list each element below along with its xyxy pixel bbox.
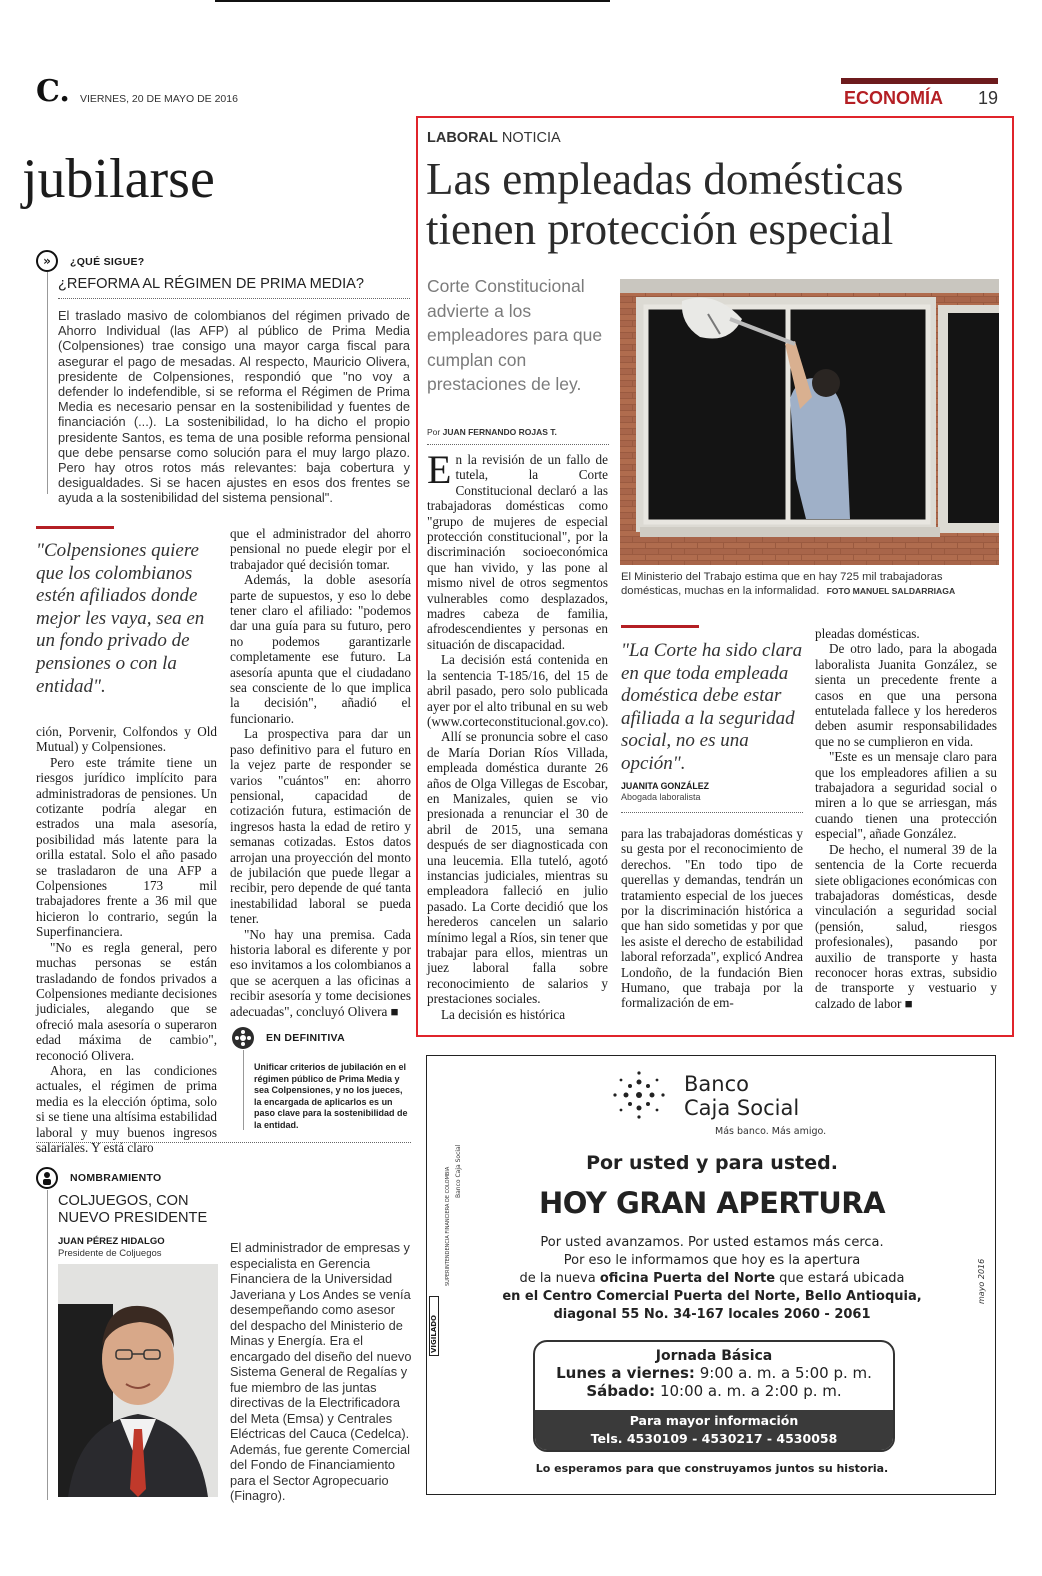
article-quote-rule bbox=[621, 625, 699, 628]
paragraph: para las trabajadoras domésticas y su gesta por el reconocimiento de derechos. "En todo tipo de querellas y demandas, tendrán un tratamiento especial de los jueces por la discriminación histórica a que han sido sometidas y por que les asiste el derecho de estabilidad laboral reforzada", explicó Andrea Londoño, de la fundación Bien Humano, que trabaja por la formalización de em- bbox=[621, 826, 803, 1011]
header-date: VIERNES, 20 DE MAYO DE 2016 bbox=[80, 93, 238, 105]
hours-weekdays bbox=[535, 1364, 893, 1382]
side-date: mayo 2016 bbox=[977, 1258, 986, 1304]
jornada-label: Jornada Básica bbox=[655, 1348, 773, 1364]
caption-text: El Ministerio del Trabajo estima que en hay 725 mil trabajadoras domésticas, muchas en la informalidad. bbox=[621, 571, 943, 597]
que-sigue-text: El traslado masivo de colombianos del régimen privado de Ahorro Individual (las AFP) al público de Prima Media (Colpensiones) trae consigo una mayor carga fiscal para asegurar el pago de mesadas. Al respecto, Mauricio Olivera, presidente de Colpensiones, respondió que "no voy a defender lo indefendible, si se reforma el Régimen de Prima Media es necesario pensar en la sostenibilidad y fuentes de financiación (...). La sostenibilidad, lo ha dicho el propio presidente Santos, es tema de una posible reforma pensional que debe pensarse como solución para el muy largo plazo. Pero hay otros rotos más relevantes: baja cobertura y desigualdades. Si se hacen ajustes en esos dos frentes se ayuda a la sostenibilidad del sistema pensional". bbox=[58, 308, 410, 506]
left-column-2 bbox=[230, 526, 411, 1019]
article-pull-quote: "La Corte ha sido clara en que toda empleada doméstica debe estar afiliada a la seguridad social, no es una opción". bbox=[621, 640, 803, 774]
en-definitiva-icon bbox=[232, 1027, 254, 1049]
article-byline bbox=[427, 427, 557, 437]
article-column-2 bbox=[621, 826, 803, 1011]
que-sigue-title: ¿REFORMA AL RÉGIMEN DE PRIMA MEDIA? bbox=[58, 276, 364, 292]
bank-name-2: Caja Social bbox=[684, 1096, 800, 1120]
paragraph: De otro lado, para la abogada laboralista Juanita González, se sienta un precedente frente a casos en que una persona entutelada fallece y los herederos deben asumir responsabilidades que no se cumplieron en vida. bbox=[815, 641, 997, 749]
article-title: Las empleadas domésticas tienen protección especial bbox=[426, 154, 904, 254]
page-number: 19 bbox=[978, 88, 999, 108]
que-sigue-left-rule bbox=[47, 272, 48, 494]
ad-line-3-pre: de la nueva bbox=[519, 1271, 596, 1286]
ad-closing: Lo esperamos para que construyamos juntos su historia. bbox=[535, 1462, 889, 1475]
paragraph: La decisión es histórica bbox=[441, 1006, 566, 1022]
ad-line-4: en el Centro Comercial Puerta del Norte, Bello Antioquia, bbox=[502, 1289, 922, 1304]
paragraph: "Este es un mensaje claro para que los empleadores afilien a su trabajadora a seguridad social o miren a lo que se arriesgan, más cuando tienen una protección especial", añade González. bbox=[815, 749, 997, 842]
info-band bbox=[535, 1410, 893, 1450]
article-subtitle: Corte Constitucional advierte a los empleadores para que cumplan con prestaciones de ley. bbox=[427, 276, 603, 394]
info-phones: Tels. 4530109 - 4530217 - 4530058 bbox=[590, 1431, 838, 1446]
left-column-1 bbox=[36, 724, 217, 1155]
hours-weekdays-value: 9:00 a. m. a 5:00 p. m. bbox=[699, 1364, 872, 1382]
article-kicker bbox=[427, 130, 561, 146]
person-role: Presidente de Coljuegos bbox=[58, 1248, 162, 1259]
byline-name: JUAN FERNANDO ROJAS T. bbox=[442, 427, 557, 437]
left-headline: jubilarse bbox=[22, 148, 215, 210]
article-column-3 bbox=[815, 626, 997, 1011]
paragraph: "No es regla general, pero muchas personas se están trasladando de fondos privados a Colpensiones mediante decisiones judiciales, alegando que se ofreció mala asesoría o superaron edad máxima de cambio", reconoció Olivera. bbox=[36, 939, 217, 1063]
kicker-bold: LABORAL bbox=[427, 130, 498, 146]
dropcap: E bbox=[427, 447, 452, 492]
nombramiento-icon bbox=[36, 1167, 58, 1189]
ad-body bbox=[427, 1234, 997, 1324]
paragraph: Pero este trámite tiene un riesgos jurídico implícito para administradoras de pensiones. Un cotizante podría alegar en estrados una mala asesoría, posibilidad más latente para la orilla estatal. Solo el año pasado se trasladaron de una AFP a Colpensiones 173 mil trabajadores frente a 36 mil que hicieron lo contrario, según la Superfinanciera. bbox=[36, 754, 217, 940]
header bbox=[36, 76, 998, 110]
en-definitiva-rule bbox=[243, 1050, 244, 1130]
ad-line-3 bbox=[427, 1270, 997, 1288]
ad-headline: HOY GRAN APERTURA bbox=[538, 1186, 886, 1220]
quote-rule-bottom bbox=[621, 812, 803, 813]
divider bbox=[36, 1142, 411, 1143]
paragraph: Ahora, en las condiciones actuales, el régimen de prima media es la elección óptima, solo si se tiene una altísima estabilidad laboral y muy buenos ingresos salariales. Y está claro bbox=[36, 1062, 217, 1155]
header-rule bbox=[841, 78, 998, 84]
side-super: SUPERINTENDENCIA FINANCIERA DE COLOMBIA bbox=[445, 1166, 451, 1286]
paragraph: Allí se pronuncia sobre el caso de María Dorian Ríos Villada, empleada doméstica durante 26 años de Olga Villegas de Escobar, en Manizales, quien se vio presionada a renunciar el 30 de abril de 2015, una semana después de ser diagnosticada con una leucemia. Ella tuteló, agotó instancias judiciales, mientras su empleadora falleció en julio pasado. La Corte decidió que los herederos cancelen un salario mínimo legal a Ríos, sin tener que trabajar para ellos, mientras un juez laboral falla sobre reconocimiento de salarios y prestaciones sociales. bbox=[427, 729, 608, 1007]
left-pull-quote: "Colpensiones quiere que los colombianos estén afiliados donde mejor les vaya, sea en un fondo privado de pensiones o con la entidad". bbox=[36, 540, 205, 697]
paragraph: "No hay una premisa. Cada historia laboral es diferente y por eso invitamos a los colombianos a que se acerquen a las oficinas a recibir asesoría y tome decisiones adecuadas", concluyó Olivera ■ bbox=[230, 926, 411, 1019]
ad-line-2: Por eso le informamos que hoy es la apertura bbox=[563, 1253, 861, 1268]
side-vigilado: VIGILADO bbox=[429, 1296, 439, 1356]
paragraph-dropcap: En la revisión de un fallo de tutela, la Corte Constitucional declaró a las trabajadoras domésticas como "grupo de mujeres de especial protección constitucional", por la discriminación socioeconómica que han vivido, y las pone al mismo nivel de otros segmentos vulnerables como desplazados, madres cabeza de familia, afrodescendientes y personas en situación de discapacidad. bbox=[427, 447, 608, 652]
kicker-type: NOTICIA bbox=[501, 130, 561, 146]
ad-tagline: Por usted y para usted. bbox=[586, 1152, 838, 1174]
ad-line-1: Por usted avanzamos. Por usted estamos más cerca. bbox=[540, 1235, 884, 1250]
nombramiento-rule bbox=[47, 1190, 48, 1500]
bank-slogan: Más banco. Más amigo. bbox=[715, 1126, 827, 1137]
quote-author-role: Abogada laboralista bbox=[621, 792, 701, 802]
byline-pre: Por bbox=[427, 427, 441, 437]
bank-logo-icon bbox=[611, 1070, 667, 1120]
paragraph: La prospectiva para dar un paso definitivo para el futuro en la vejez parte de responder se varios "cuántos" en: ahorro pensional, capacidad de cotización futura, estimación de ingresos hasta la edad de retiro y semanas cotizadas. Estos datos arrojan una proyección del monto de jubilación que puede llegar a recibir, pero depende de qué tanta inestabilidad laboral se pueda tener. bbox=[230, 726, 411, 927]
que-sigue-label: ¿QUÉ SIGUE? bbox=[70, 256, 145, 268]
paragraph: La decisión está contenida en la sentencia T-185/16, del 15 de abril pasado, pero solo publicada ayer por el alto tribunal en su web (www.corteconstitucional.gov.co). bbox=[427, 652, 609, 729]
que-sigue-rule bbox=[58, 298, 410, 299]
byline-rule bbox=[427, 444, 609, 445]
ad-line-5: diagonal 55 No. 34-167 locales 2060 - 2061 bbox=[553, 1307, 871, 1322]
info-label: Para mayor información bbox=[629, 1413, 799, 1428]
section-name: ECONOMÍA bbox=[844, 88, 943, 108]
en-definitiva-text: Unificar criterios de jubilación en el régimen público de Prima Media y sea Colpensiones, y no los jueces, la encargada de aplicarlos es un paso clave para la sostenibilidad de la entidad. bbox=[254, 1062, 408, 1130]
hours-weekdays-label: Lunes a viernes: bbox=[556, 1364, 695, 1382]
photo-caption bbox=[621, 570, 999, 598]
hours-saturday bbox=[535, 1382, 893, 1400]
paragraph: que el administrador del ahorro pensional no puede elegir por el trabajador qué decisión tomar. bbox=[230, 526, 411, 572]
portrait-photo bbox=[58, 1264, 218, 1497]
paragraph: Además, la doble asesoría parte de supuestos, y eso lo debe tener claro el afiliado: "podemos dar una guía para su futuro, pero no podemos garantizarle completamente ese futuro. La asesoría apunta que el ciudadano sea consciente de lo que implica la decisión", añadió el funcionario. bbox=[230, 572, 411, 726]
nombramiento-label: NOMBRAMIENTO bbox=[70, 1172, 162, 1184]
ad-line-3-post: que estará ubicada bbox=[779, 1271, 905, 1286]
side-bank: Banco Caja Social bbox=[455, 1144, 462, 1198]
person-name: JUAN PÉREZ HIDALGO bbox=[58, 1236, 165, 1247]
en-definitiva-label: EN DEFINITIVA bbox=[266, 1032, 345, 1044]
bank-name-1: Banco bbox=[684, 1072, 749, 1096]
paper-logo: C. bbox=[36, 74, 70, 109]
paragraph: ción, Porvenir, Colfondos y Old Mutual) y Colpensiones. bbox=[36, 724, 217, 755]
nombramiento-text: El administrador de empresas y especialista en Gerencia Financiera de la Universidad Javeriana y Los Andes se venía desempeñando como asesor del despacho del Ministerio de Minas y Energía. Era el encargado del diseño del nuevo Sistema General de Regalías y fue miembro de las juntas directivas de la Electrificadora del Meta (Emsa) y Centrales Eléctricas del Cauca (Cedelca). Además, fue gerente Comercial del Fondo de Financiamiento para el Sector Agropecuario (Finagro). bbox=[230, 1240, 412, 1503]
paragraph: pleadas domésticas. bbox=[815, 626, 920, 641]
paragraph: De hecho, el numeral 39 de la sentencia de la Corte recuerda siete obligaciones económicas con trabajadoras domésticas, desde vinculación a seguridad social (pensión, salud, riesgos profesionales), pasando por auxilio de transporte y hasta reconocer horas extras, subsidio de transporte y vestuario y calzado de labor ■ bbox=[815, 841, 997, 1011]
hours-saturday-label: Sábado: bbox=[586, 1382, 656, 1400]
hours-box bbox=[533, 1340, 895, 1452]
article-column-1 bbox=[427, 447, 609, 1022]
article-photo bbox=[620, 279, 999, 565]
advertisement bbox=[426, 1055, 996, 1495]
photo-credit: FOTO MANUEL SALDARRIAGA bbox=[826, 586, 956, 596]
left-quote-rule bbox=[36, 526, 114, 529]
top-rule bbox=[215, 0, 610, 2]
nombramiento-title: COLJUEGOS, CON NUEVO PRESIDENTE bbox=[58, 1193, 208, 1226]
que-sigue-icon: » bbox=[36, 250, 58, 272]
quote-author: JUANITA GONZÁLEZ bbox=[621, 781, 709, 791]
hours-saturday-value: 10:00 a. m. a 2:00 p. m. bbox=[659, 1382, 842, 1400]
ad-line-3-bold: oficina Puerta del Norte bbox=[599, 1271, 776, 1286]
